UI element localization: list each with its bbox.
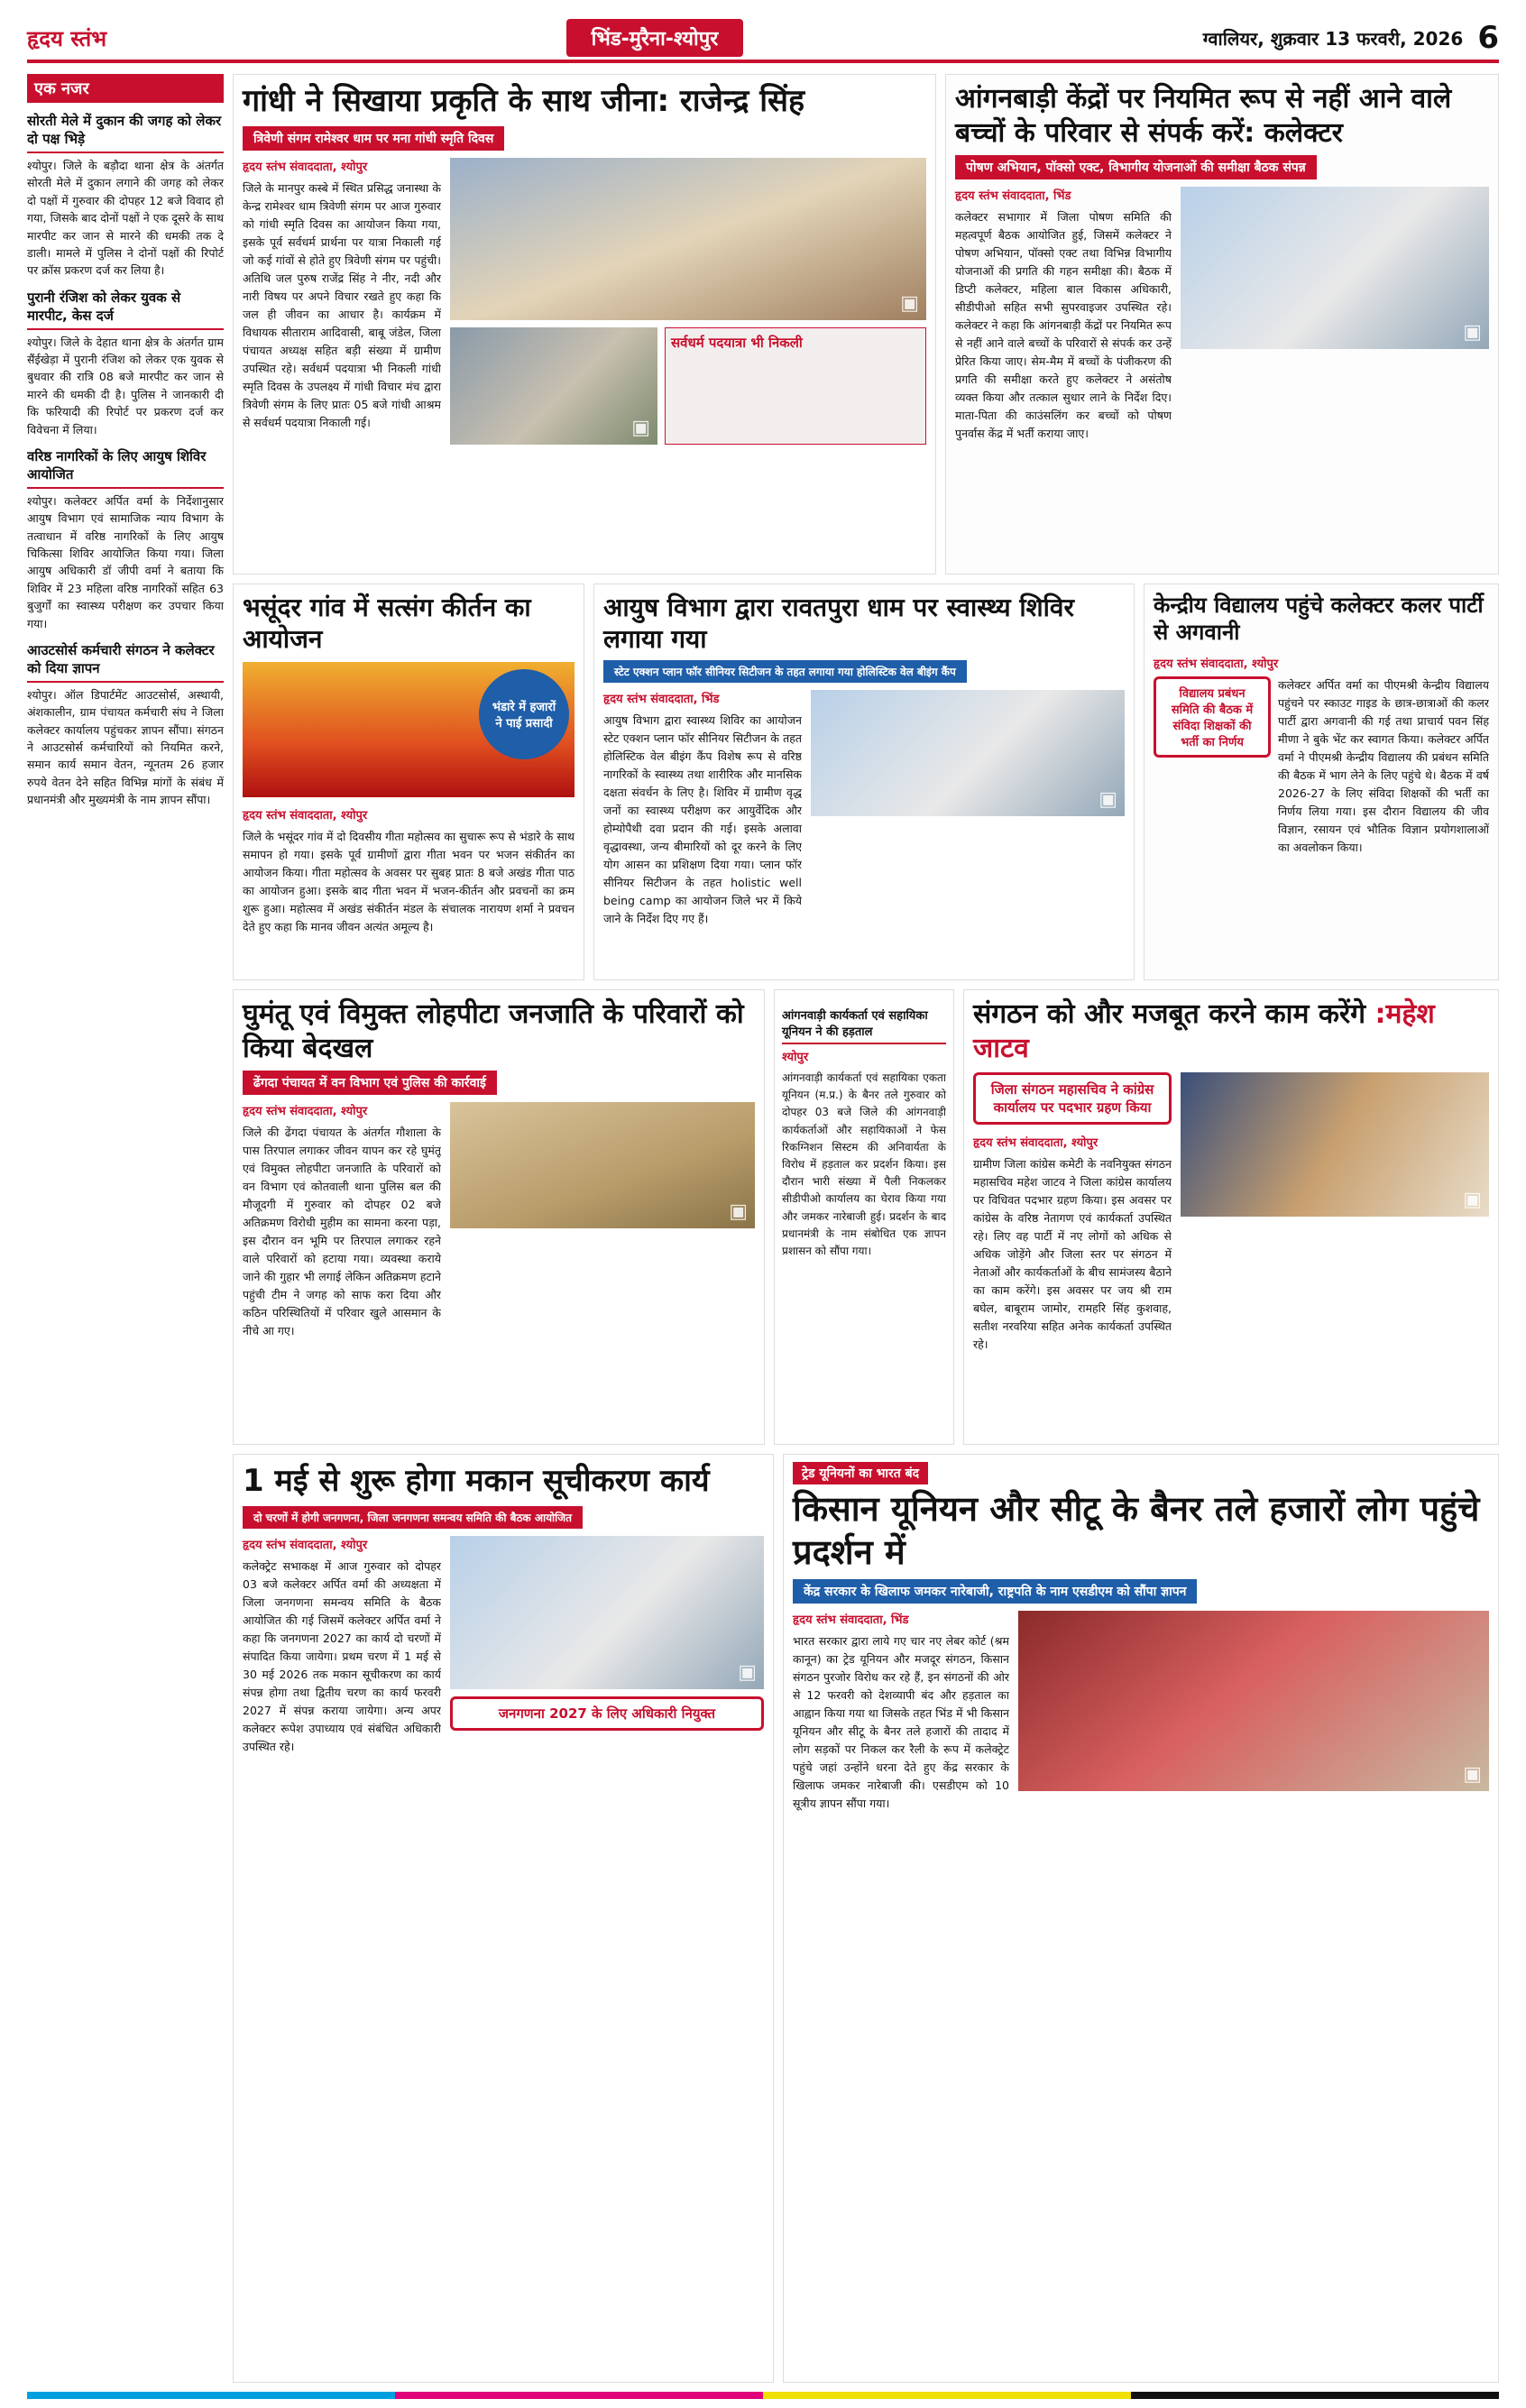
story-body: भारत सरकार द्वारा लाये गए चार नए लेबर कोर्ट (श्रम कानून) का ट्रेड यूनियन और मजदूर संगठन, किसान संगठन पुरजोर विरोध कर रहे हैं, इन संगठनों की ओर से 12 फरवरी को देशव्यापी बंद और हड़ताल का आह्वान किया गया था जिसके तहत भिंड में भी किसान यूनियन और सीटू के बैनर तले हजारों की तादाद में लोग सड़कों पर निकल कर रैली के रूप में कलेक्ट्रेट पहुंचे जहां उन्होंने धरना देते हुए केंद्र सरकार के खिलाफ जमकर नारेबाजी की। एसडीएम को 10 सूत्रीय ज्ञापन सौंपा गया। (793, 1634, 1009, 1810)
story-dateline: हृदय स्तंभ संवाददाता, श्योपुर (243, 160, 368, 174)
story-ayush-camp (593, 584, 1135, 980)
story-dateline: हृदय स्तंभ संवाददाता, श्योपुर (973, 1136, 1099, 1150)
story-headline: आयुष विभाग द्वारा रावतपुरा धाम पर स्वास्थ्य शिविर लगाया गया (603, 593, 1074, 654)
brief-text: श्योपुर। कलेक्टर अर्पित वर्मा के निर्देशानुसार आयुष विभाग एवं सामाजिक न्याय विभाग के तत्वाधान में वरिष्ठ नागरिकों के लिए आयुष चिकित्सा शिविर आयोजित किया गया। जिला आयुष अधिकारी डॉ जीपी वर्मा ने बताया कि शिविर में 23 महिला वरिष्ठ नागरिकों सहित 63 बुजुर्गों का स्वास्थ्य परीक्षण कर उपचार किया गया। (27, 493, 224, 630)
photo-icon: ▣ (1463, 1189, 1482, 1211)
brief-text: श्योपुर। ऑल डिपार्टमेंट आउटसोर्स, अस्थायी, अंशकालीन, ग्राम पंचायत कर्मचारी संघ ने जिला कलेक्टर कार्यालय पहुंचकर ज्ञापन सौंपा। संगठन ने आउटसोर्स कर्मचारियों को नियमित करने, समान कार्य समान वेतन, न्यूनतम 26 हजार रुपये वेतन देने सहित विभिन्न मांगों के संबंध में प्रधानमंत्री और मुख्यमंत्री के नाम ज्ञापन सौंपा। (27, 687, 224, 807)
story-census (233, 1454, 774, 2383)
brief-item (27, 285, 224, 438)
story-anganwadi (945, 74, 1499, 574)
sidebar-header: एक नजर (27, 74, 224, 103)
story-callout: विद्यालय प्रबंधन समिति की बैठक में संविदा शिक्षकों की भर्ती का निर्णय (1154, 676, 1271, 758)
page-number: 6 (1477, 20, 1499, 56)
story-dateline: हृदय स्तंभ संवाददाता, श्योपुर (243, 1105, 368, 1118)
story-headline: गांधी ने सिखाया प्रकृति के साथ जीना: राजेन्द्र सिंह (243, 83, 805, 119)
story-strap: केंद्र सरकार के खिलाफ जमकर नारेबाजी, राष्ट्रपति के नाम एसडीएम को सौंपा ज्ञापन (793, 1579, 1197, 1604)
story-dateline: हृदय स्तंभ संवाददाता, भिंड (793, 1613, 909, 1627)
color-registration-strip (27, 2392, 1499, 2399)
brief-item (27, 638, 224, 809)
brief-title: सोरती मेले में दुकान की जगह को लेकर दो पक्ष भिड़े (27, 108, 224, 153)
edition-date: ग्वालियर, शुक्रवार 13 फरवरी, 2026 (1202, 27, 1464, 50)
brief-text: श्योपुर। जिले के बड़ौदा थाना क्षेत्र के अंतर्गत सोरती मेले में दुकान लगाने की जगह को लेकर दो पक्षों में गुरुवार की दोपहर 12 बजे विवाद हो गया, जिसके बाद दोनों पक्षों ने एक दूसरे के साथ मारपीट कर जान से मारने की धमकी तक दे डाली। मामले में पुलिस ने दोनों पक्षों की रिपोर्ट पर क्रॉस प्रकरण दर्ज कर लिया है। (27, 159, 224, 278)
photo-icon: ▣ (631, 416, 650, 439)
story-strap: पोषण अभियान, पॉक्सो एक्ट, विभागीय योजनाओं की समीक्षा बैठक संपन्न (955, 155, 1317, 179)
story-photo (1181, 1072, 1489, 1217)
story-photo (450, 327, 657, 445)
story-headline: केन्द्रीय विद्यालय पहुंचे कलेक्टर कलर पार्टी से अगवानी (1154, 593, 1484, 645)
story-gandhi-smriti (233, 74, 936, 574)
story-headline: संगठन को और मजबूत करने काम करेंगे (973, 998, 1366, 1030)
story-kendriya-vidyalaya (1144, 584, 1499, 980)
photo-icon: ▣ (1099, 788, 1117, 811)
story-dateline: हृदय स्तंभ संवाददाता, श्योपुर (1154, 657, 1279, 671)
photo-icon: ▣ (729, 1200, 748, 1223)
masthead (27, 16, 1499, 63)
story-headline: भसूंदर गांव में सत्संग कीर्तन का आयोजन (243, 593, 531, 654)
story-photo (1181, 187, 1489, 349)
story-dateline: हृदय स्तंभ संवाददाता, श्योपुर (243, 809, 368, 823)
sidebar-briefs (27, 74, 224, 2383)
story-photo (450, 158, 926, 320)
story-strap: दो चरणों में होगी जनगणना, जिला जनगणना समन्वय समिति की बैठक आयोजित (243, 1506, 583, 1529)
story-callout: जिला संगठन महासचिव ने कांग्रेस कार्यालय पर पदभार ग्रहण किया (973, 1072, 1172, 1125)
story-body: जिले के मानपुर कस्बे में स्थित प्रसिद्ध जनास्था के केन्द्र रामेश्वर धाम त्रिवेणी संगम पर आज गुरुवार को गांधी स्मृति दिवस का आयोजन किया गया, इसके पूर्व सर्वधर्म प्रार्थना पर यात्रा निकाली गई जो कई गांवों से होते हुए त्रिवेणी संगम पर पहुंची। अतिथि जल पुरुष राजेंद्र सिंह ने नीर, नदी और नारी विषय पर अपने विचार रखते हुए कहा कि जल ही जीवन का आधार है। कार्यक्रम में विधायक सीताराम आदिवासी, बाबू जंडेल, जिला पंचायत अध्यक्ष सहित बड़ी संख्या में ग्रामीण उपस्थित रहे। सर्वधर्म पदयात्रा भी निकली गांधी स्मृति दिवस के उपलक्ष्य में गांधी विचार मंच द्वारा त्रिवेणी संगम के लिए प्रातः 05 बजे गांधी आश्रम से सर्वधर्म पदयात्रा निकाली गई। (243, 180, 441, 429)
story-callout: जनगणना 2027 के लिए अधिकारी नियुक्त (450, 1696, 764, 1731)
story-photo (811, 690, 1125, 816)
story-headline: किसान यूनियन और सीटू के बैनर तले हजारों लोग पहुंचे प्रदर्शन में (793, 1489, 1480, 1572)
brief-title: आउटसोर्स कर्मचारी संगठन ने कलेक्टर को दिया ज्ञापन (27, 638, 224, 683)
story-kicker: ट्रेड यूनियनों का भारत बंद (793, 1462, 928, 1484)
brief-item (27, 444, 224, 632)
brief-title: वरिष्ठ नागरिकों के लिए आयुष शिविर आयोजित (27, 444, 224, 489)
story-body: कलेक्टर सभागार में जिला पोषण समिति की महत्वपूर्ण बैठक आयोजित हुई, जिसमें कलेक्टर ने पोषण अभियान, पॉक्सो एक्ट तथा विभिन्न विभागीय योजनाओं की प्रगति की गहन समीक्षा की। बैठक में डिप्टी कलेक्टर, महिला बाल विकास अधिकारी, सीडीपीओ सहित सभी सुपरवाइजर उपस्थित रहे। कलेक्टर ने कहा कि आंगनबाड़ी केंद्रों पर नियमित रूप से नहीं आने वाले बच्चों के परिवारों से संपर्क कर उन्हें प्रेरित किया जाए। सेम-मैम में बच्चों के पंजीकरण की प्रगति की समीक्षा करते हुए कलेक्टर ने असंतोष व्यक्त किया और तत्काल सुधार लाने के निर्देश दिए। माता-पिता की काउंसलिंग कर बच्चों को पोषण पुनर्वास केंद्र में भर्ती कराया जाए। (955, 210, 1172, 440)
story-strap: ढेंगदा पंचायत में वन विभाग एवं पुलिस की कार्रवाई (243, 1071, 497, 1095)
photo-icon: ▣ (1463, 1763, 1482, 1786)
brief-item (27, 108, 224, 280)
story-dateline: हृदय स्तंभ संवाददाता, श्योपुर (243, 1538, 368, 1552)
story-satsang (233, 584, 584, 980)
brief-text: श्योपुर। जिले के देहात थाना क्षेत्र के अंतर्गत ग्राम सैंईखेड़ा में पुरानी रंजिश को लेकर एक युवक से बुधवार की रात्रि 08 बजे मारपीट कर जान से मारने की धमकी दी है। पुलिस ने जानकारी दी कि फरियादी की रिपोर्ट पर प्रकरण दर्ज कर विवेचना में लिया। (27, 335, 224, 437)
photo-icon: ▣ (900, 291, 919, 315)
story-photo (243, 662, 575, 797)
story-body: ग्रामीण जिला कांग्रेस कमेटी के नवनियुक्त संगठन महासचिव महेश जाटव ने जिला कांग्रेस कार्यालय पर विधिवत पदभार ग्रहण किया। इस अवसर पर कांग्रेस के वरिष्ठ नेतागण एवं कार्यकर्ता उपस्थित रहे। लिए वह पार्टी में नए लोगों को अधिक से अधिक जोड़ेंगे और जिला स्तर पर संगठन में नेताओं और कार्यकर्ताओं के बीच सामंजस्य बैठाने का काम करेंगे। इस अवसर पर जय श्री राम बघेल, बाबूराम जामोर, रामहरि सिंह कुशवाह, सतीश नरवरिया सहित अनेक कार्यकर्ता उपस्थित रहे। (973, 1157, 1172, 1351)
story-body: आंगनवाड़ी कार्यकर्ता एवं सहायिका एकता यूनियन (म.प्र.) के बैनर तले गुरुवार को दोपहर 03 बजे जिले की आंगनवाड़ी कार्यकर्ताओं और सहायिकाओं ने फेस रिकग्निशन सिस्टम की अनिवार्यता के विरोध में हड़ताल कर प्रदर्शन किया। इस दौरान भारी संख्या में पैली निकलकर सीडीपीओ कार्यालय का घेराव किया गया और जमकर नारेबाजी हुई। प्रदर्शन के बाद प्रधानमंत्री के नाम संबोधित एक ज्ञापन प्रशासन को सौंपा गया। (782, 1071, 946, 1257)
story-headline: आंगनबाड़ी केंद्रों पर नियमित रूप से नहीं आने वाले बच्चों के परिवार से संपर्क करें: कलेक्टर (955, 83, 1452, 149)
story-anganwadi-strike (774, 989, 954, 1445)
story-body: जिले के भसूंदर गांव में दो दिवसीय गीता महोत्सव का सुचारू रूप से भंडारे के साथ समापन हो गया। इसके पूर्व ग्रामीणों द्वारा गीता भवन पर भजन संकीर्तन का आयोजन किया। गीता महोत्सव के अवसर पर सुबह प्रातः 8 बजे अखंड गीता पाठ का आयोजन हुआ। इसके बाद गीता भवन में भजन-कीर्तन और प्रवचनों का क्रम शुरू हुआ। महोत्सव में अखंड संकीर्तन मंडल के संचालक नारायण शर्मा ने प्रवचन देते हुए कहा कि मानव जीवन अत्यंत अमूल्य है। (243, 830, 575, 933)
main-content (233, 74, 1499, 2383)
sub-story-title: सर्वधर्म पदयात्रा भी निकली (671, 334, 803, 351)
story-photo (1018, 1611, 1489, 1791)
story-photo (450, 1102, 755, 1228)
story-callout: भंडारे में हजारों ने पाई प्रसादी (479, 669, 569, 759)
story-lohpita-eviction (233, 989, 765, 1445)
masthead-right (1203, 20, 1499, 56)
story-body: आयुष विभाग द्वारा स्वास्थ्य शिविर का आयोजन स्टेट एक्शन प्लान फॉर सीनियर सिटीजन के तहत होलिस्टिक वेल बीइंग कैंप विशेष रूप से वरिष्ठ नागरिकों के स्वास्थ्य तथा शारीरिक और मानसिक दक्षता संवर्धन के लिए है। शिविर में ग्रामीण वृद्ध जनों का स्वास्थ्य परीक्षण कर आयुर्वेदिक और होम्योपैथी दवा प्रदान की गई। इसके अलावा वृद्धावस्था, जन्य बीमारियों को दूर करने के लिए योग आसन का प्रशिक्षण दिया गया। प्लान फॉर सीनियर सिटीजन के तहत holistic well being camp का आयोजन जिले भर में किये जाने के निर्देश दिए गए हैं। (603, 713, 802, 925)
story-dateline: हृदय स्तंभ संवाददाता, भिंड (955, 189, 1071, 203)
brief-title: पुरानी रंजिश को लेकर युवक से मारपीट, केस दर्ज (27, 285, 224, 330)
story-photo (450, 1536, 764, 1689)
story-headline: घुमंतू एवं विमुक्त लोहपीटा जनजाति के परिवारों को किया बेदखल (243, 998, 744, 1064)
edition-region: भिंड-मुरैना-श्योपुर (566, 19, 744, 57)
story-body: कलेक्टर अर्पित वर्मा का पीएमश्री केन्द्रीय विद्यालय पहुंचने पर स्काउट गाइड के छात्र-छात्राओं की कलर पार्टी द्वारा अगवानी की गई तथा प्राचार्य पवन सिंह मीणा ने बुके भेंट कर स्वागत किया। कलेक्टर अर्पित वर्मा ने पीएमश्री केन्द्रीय विद्यालय की प्रबंधन समिति की बैठक में भाग लेने के लिए पहुंचे थे। बैठक में वर्ष 2026-27 के लिए संविदा शिक्षकों की भर्ती का निर्णय लिया गया। इस दौरान विद्यालय की जीव विज्ञान, रसायन एवं भौतिक विज्ञान प्रयोगशालाओं का अवलोकन किया। (1278, 678, 1489, 854)
story-headline-name: :महेश जाटव (973, 998, 1435, 1064)
story-dateline: श्योपुर (782, 1051, 809, 1064)
story-body: कलेक्ट्रेट सभाकक्ष में आज गुरुवार को दोपहर 03 बजे कलेक्टर अर्पित वर्मा की अध्यक्षता में जिला जनगणना समन्वय समिति के बैठक आयोजित की गई जिसमें कलेक्टर अर्पित वर्मा ने कहा कि जनगणना 2027 का कार्य दो चरणों में संपादित किया जायेगा। प्रथम चरण में 1 मई से 30 मई 2026 तक मकान सूचीकरण का कार्य संपन्न होगा तथा द्वितीय चरण का कार्य फरवरी 2027 में संपन्न कराया जायेगा। अन्य अपर कलेक्टर रूपेश उपाध्याय एवं संबंधित अधिकारी उपस्थित रहे। (243, 1558, 441, 1753)
photo-icon: ▣ (1463, 321, 1482, 344)
photo-icon: ▣ (738, 1660, 757, 1684)
story-mahesh-jatav (963, 989, 1499, 1445)
story-strap: त्रिवेणी संगम रामेश्वर धाम पर मना गांधी स्मृति दिवस (243, 126, 504, 151)
story-strap: स्टेट एक्शन प्लान फॉर सीनियर सिटीजन के तहत लगाया गया होलिस्टिक वेल बीइंग कैंप (603, 660, 967, 683)
story-trade-union (783, 1454, 1499, 2383)
sub-story-box (665, 327, 926, 445)
story-dateline: हृदय स्तंभ संवाददाता, भिंड (603, 693, 720, 706)
story-headline: आंगनवाड़ी कार्यकर्ता एवं सहायिका यूनियन ने की हड़ताल (782, 1003, 946, 1044)
story-body: जिले की ढेंगदा पंचायत के अंतर्गत गौशाला के पास तिरपाल लगाकर जीवन यापन कर रहे घुमंतू एवं विमुक्त लोहपीटा जनजाति के परिवारों को वन विभाग एवं कोतवाली थाना पुलिस बल की मौजूदगी में गुरुवार को दोपहर 02 बजे अतिक्रमण विरोधी मुहीम का सामना करना पड़ा, इस दौरान वन भूमि पर तिरपाल लगाकर रहने वाले परिवारों को हटाया गया। व्यवस्था कराये जाने की गुहार भी लगाई लेकिन अतिक्रमण हटाने पहुंची टीम ने जगह को साफ करा दिया और कठिन परिस्थितियों में परिवार खुले आसमान के नीचे आ गए। (243, 1126, 441, 1337)
story-headline: 1 मई से शुरू होगा मकान सूचीकरण कार्य (243, 1463, 710, 1499)
newspaper-brand: हृदय स्तंभ (27, 25, 107, 51)
